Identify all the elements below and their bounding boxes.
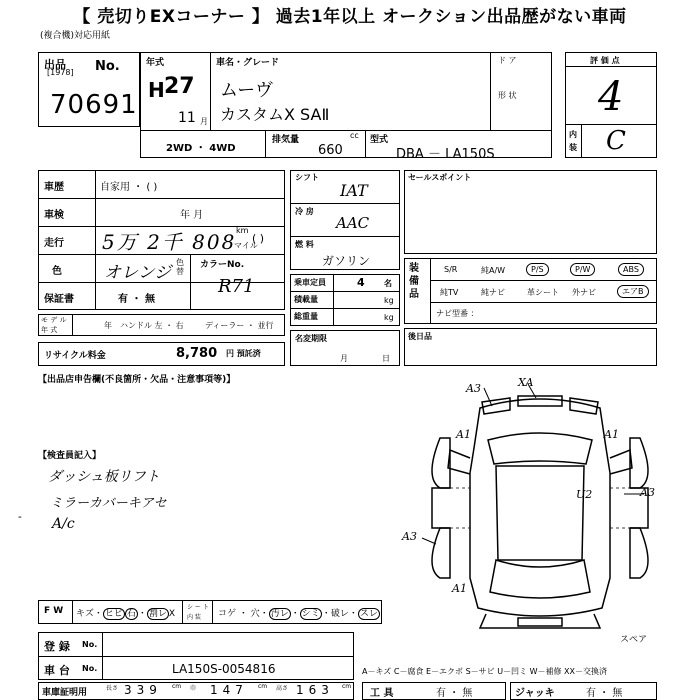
- equip-airbag: エアB: [617, 285, 649, 298]
- inspector-note-1: ミラーカバーキアセ: [50, 496, 167, 511]
- inspector-mark: -: [18, 510, 22, 523]
- lot-no-label: No.: [95, 59, 120, 74]
- sheet-label-1: シ ー ト: [187, 604, 209, 611]
- sheet-label-2: 内 装: [187, 614, 201, 621]
- mileage-unit-km: km: [236, 226, 249, 235]
- damage-legend: A－キズ C－腐食 E－エクボ S－サビ U－凹ミ W－補修 XX－交換済: [362, 667, 608, 676]
- drive-value: 2WD ・ 4WD: [166, 143, 236, 154]
- namechange-label: 名変期限: [295, 334, 327, 343]
- color-sub: 色替: [176, 258, 184, 276]
- warranty-value: 有 ・ 無: [118, 294, 155, 305]
- inspector-note-0: ダッシュ板リフト: [48, 469, 160, 485]
- month-unit: 月: [200, 117, 208, 126]
- weight-unit: kg: [384, 313, 394, 322]
- equip-abs: ABS: [618, 263, 644, 276]
- load-unit: kg: [384, 296, 394, 305]
- form-subtitle: (複合機)対応用紙: [40, 31, 111, 41]
- model-year-label-1: モ デ ル: [41, 316, 67, 324]
- diagram-mark-4: A3: [640, 486, 655, 499]
- vehicle-name: ムーヴ: [220, 80, 274, 101]
- equip-leather: 革シート: [527, 288, 559, 297]
- equip-sr: S/R: [444, 265, 458, 274]
- nensiki-label: 年式: [146, 58, 165, 68]
- diagram-mark-0: A3: [466, 382, 481, 395]
- sales-point-label: セールスポイント: [408, 173, 472, 182]
- lot-number: 70691: [50, 90, 138, 120]
- fw-items: キズ・ ヒビ 石 ・ 割レ X: [76, 609, 176, 619]
- dim-length-unit: cm: [172, 683, 182, 690]
- displacement-value: 660: [318, 143, 343, 158]
- year-unit: 年: [104, 321, 112, 330]
- notes-label: 後日品: [408, 332, 432, 341]
- dim-width-value: 147: [210, 683, 248, 697]
- displacement-label: 排気量: [272, 135, 300, 145]
- mileage-paren: ( ): [252, 232, 265, 245]
- garage-label: 車庫証明用: [42, 688, 88, 698]
- dim-width-label: 巾: [190, 685, 197, 692]
- reg-no: No.: [82, 640, 98, 649]
- capacity-value: 4: [357, 276, 365, 289]
- history-label-1: 車検: [44, 210, 64, 221]
- color-no-value: R71: [218, 276, 255, 297]
- era-value: H: [148, 78, 165, 102]
- month-value: 11: [178, 110, 196, 126]
- name-label: 車名・グレード: [216, 58, 280, 68]
- score-label: 評 価 点: [590, 56, 620, 65]
- recycle-label: リサイクル料金: [44, 351, 106, 361]
- type-value: DBA － LA150S: [396, 147, 495, 162]
- spare-label: スペア: [620, 635, 648, 645]
- score-value: 4: [598, 74, 624, 120]
- mileage-value: 5万 2千 808: [102, 230, 237, 254]
- lot-label: 出品: [44, 58, 66, 71]
- dim-height-label: 高さ: [276, 685, 289, 692]
- equip-ps: P/S: [526, 263, 549, 276]
- history-label-2: 走行: [44, 238, 64, 249]
- model-year-label-2: 年 式: [41, 326, 58, 334]
- inspector-label: 【検査員記入】: [38, 451, 102, 461]
- load-label: 積載量: [294, 295, 318, 304]
- shift-value: IAT: [340, 181, 368, 200]
- reg-label: 登 録: [44, 640, 70, 653]
- ac-value: AAC: [336, 214, 370, 232]
- diagram-mark-2: A1: [456, 428, 471, 441]
- namechange-day: 日: [382, 354, 390, 363]
- navi-model-label: ナビ型番 ：: [436, 309, 479, 318]
- diagram-mark-3: A1: [604, 428, 619, 441]
- dim-height-value: 163: [296, 683, 334, 697]
- diagram-mark-5: U2: [576, 488, 593, 501]
- diagram-mark-1: XA: [518, 376, 534, 389]
- type-label: 型式: [370, 135, 389, 145]
- capacity-unit: 名: [384, 279, 392, 288]
- capacity-label: 乗車定員: [294, 278, 326, 287]
- recycle-value: 8,780: [176, 346, 218, 361]
- shape-label: 形 状: [498, 91, 517, 100]
- chassis-no: No.: [82, 664, 98, 673]
- dim-width-unit: cm: [258, 683, 268, 690]
- history-label-4: 保証書: [44, 294, 74, 305]
- handle-option: ハンドル 左 ・ 右: [120, 321, 184, 330]
- lot-year-code: [1978]: [47, 68, 74, 77]
- jack-value: 有 ・ 無: [586, 688, 623, 699]
- fuel-label: 燃 料: [295, 240, 314, 249]
- vehicle-grade: カスタムX SAⅡ: [220, 105, 330, 124]
- banner-title: 【 売切りEXコーナー 】 過去1年以上 オークション出品歴がない車両: [73, 7, 627, 27]
- color-value: オレンジ: [104, 263, 172, 283]
- tools-value: 有 ・ 無: [436, 688, 473, 699]
- ac-label: 冷 房: [295, 207, 314, 216]
- chassis-label: 車 台: [44, 664, 70, 677]
- fw-label: F W: [44, 606, 64, 616]
- equipment-label: 装 備 品: [409, 263, 419, 300]
- dim-height-unit: cm: [342, 683, 352, 690]
- history-label-0: 車歴: [44, 182, 64, 193]
- recycle-unit: 円 預託済: [226, 349, 261, 358]
- diagram-mark-6: A3: [402, 530, 417, 543]
- interior-value: C: [606, 126, 626, 156]
- cc-unit: cc: [350, 131, 359, 140]
- history-label-3: 色: [52, 266, 62, 277]
- dealer-option: ディーラー ・ 並行: [205, 321, 274, 330]
- color-no-label: カラーNo.: [200, 260, 245, 270]
- inspector-note-2: A/c: [52, 516, 75, 532]
- equip-navi: 純ナビ: [481, 288, 505, 297]
- dim-length-label: 長さ: [106, 685, 119, 692]
- interior-label-2: 装: [569, 143, 577, 152]
- namechange-month: 月: [340, 354, 348, 363]
- fuel-value: ガソリン: [322, 254, 371, 268]
- mileage-unit-mile: マイル: [234, 241, 258, 250]
- interior-label-1: 内: [569, 130, 577, 139]
- history-value-1: 年 月: [180, 210, 204, 221]
- history-value-0: 自家用 ・ ( ): [100, 182, 158, 193]
- tools-label: 工 具: [370, 688, 394, 699]
- chassis-value: LA150S-0054816: [172, 662, 276, 676]
- sheet-items: コゲ ・ 穴・ 汚レ ・ シミ ・破レ・ スレ: [218, 609, 378, 619]
- car-damage-diagram: [410, 378, 670, 638]
- diagram-mark-7: A1: [452, 582, 467, 595]
- door-label: ド ア: [498, 56, 517, 65]
- notes-box: [404, 328, 657, 366]
- weight-label: 総重量: [294, 312, 318, 321]
- jack-label: ジャッキ: [515, 688, 555, 699]
- shift-label: シフト: [295, 173, 319, 182]
- equip-pw: P/W: [570, 263, 595, 276]
- year-value: 27: [164, 74, 195, 99]
- declaration-label: 【出品店申告欄(不良箇所・欠品・注意事項等)】: [38, 375, 236, 385]
- dim-length-value: 339: [124, 683, 162, 697]
- equip-aw: 純A/W: [481, 266, 506, 275]
- equip-ext-navi: 外ナビ: [572, 288, 596, 297]
- equip-tv: 純TV: [440, 288, 459, 297]
